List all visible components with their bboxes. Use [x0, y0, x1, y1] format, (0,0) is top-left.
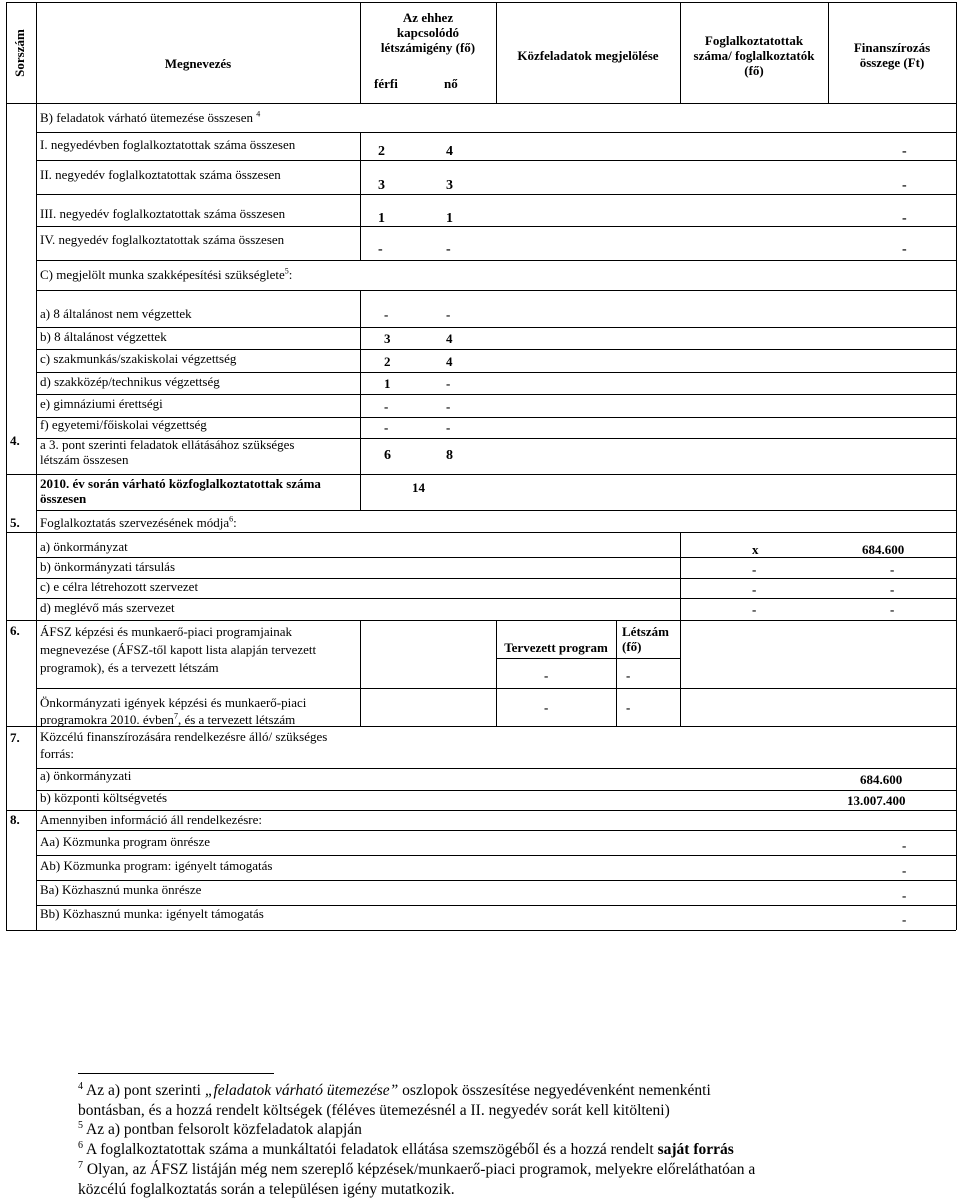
- r5-row-b-label: b) önkormányzati társulás: [40, 559, 176, 574]
- c-row-f-label: f) egyetemi/főiskolai végzettség: [40, 417, 207, 432]
- row-7-number: 7.: [10, 730, 20, 745]
- b-row-3-ferfi: 1: [378, 211, 385, 226]
- footnote-4: $^4$ Az a) pont szerinti „feladatok várható ütemezése” oszlopok összesítése negyedévenként nemenkénti: [78, 1080, 711, 1099]
- row-6-letszam: -: [626, 668, 631, 683]
- row-6-number: 6.: [10, 623, 20, 638]
- row-6-col-letszam: Létszám (fő): [622, 624, 669, 654]
- b-row-1-label: I. negyedévben foglalkoztatottak száma összesen: [40, 137, 296, 152]
- header-sorszam: Sorszám: [12, 29, 27, 77]
- c-row-c-ferfi: 2: [384, 354, 391, 369]
- row-4-total: 14: [412, 480, 425, 495]
- footnote-separator: [78, 1073, 274, 1074]
- section-c-title: C) megjelölt munka szakképesítési szükséglete$^5$:: [40, 266, 293, 282]
- r8-row-bb-amount: -: [902, 912, 907, 927]
- r8-row-ab-label: Ab) Közmunka program: igényelt támogatás: [40, 858, 273, 873]
- section-b-title: B) feladatok várható ütemezése összesen $^4$: [40, 109, 261, 125]
- c-row-d-no: -: [446, 376, 451, 391]
- b-row-4-ferfi: -: [378, 242, 383, 257]
- r5-row-b-mark: -: [752, 562, 757, 577]
- r5-row-a-amount: 684.600: [862, 542, 905, 557]
- c-row-e-ferfi: -: [384, 399, 389, 414]
- r7-row-b-label: b) központi költségvetés: [40, 790, 168, 805]
- r5-row-a-mark: x: [752, 542, 759, 557]
- r8-row-aa-amount: -: [902, 838, 907, 853]
- r8-row-aa-label: Aa) Közmunka program önrésze: [40, 834, 211, 849]
- header-foglalkoztatottak: Foglalkoztatottak száma/ foglalkoztatók (fő): [693, 33, 815, 78]
- header-kozfeladatok: Közfeladatok megjelölése: [517, 48, 659, 63]
- r7-row-a-label: a) önkormányzati: [40, 768, 132, 783]
- row-4-label: a 3. pont szerinti feladatok ellátásához szükséges létszám összesen: [40, 437, 295, 467]
- c-row-b-label: b) 8 általánost végzettek: [40, 329, 167, 344]
- footnote-5: $^5$ Az a) pontban felsorolt közfeladatok alapján: [78, 1119, 362, 1138]
- header-ferfi: férfi: [374, 76, 398, 91]
- b-row-2-no: 3: [446, 178, 453, 193]
- b-row-4-label: IV. negyedév foglalkoztatottak száma összesen: [40, 232, 285, 247]
- r5-row-d-mark: -: [752, 602, 757, 617]
- c-row-a-no: -: [446, 307, 451, 322]
- r7-row-b-amount: 13.007.400: [847, 793, 906, 808]
- c-row-c-no: 4: [446, 354, 453, 369]
- b-row-4-no: -: [446, 242, 451, 257]
- row-6-sub-letszam: -: [626, 700, 631, 715]
- row-4-total-label: 2010. év során várható közfoglalkoztatottak száma összesen: [40, 476, 321, 506]
- r8-row-ba-label: Ba) Közhasznú munka önrésze: [40, 882, 202, 897]
- row-4-number: 4.: [10, 433, 20, 448]
- b-row-3-amount: -: [902, 211, 907, 226]
- row-6-label: ÁFSZ képzési és munkaerő-piaci programjainak megnevezése (ÁFSZ-től kapott lista alapján tervezett programok), és a tervezett létszám: [40, 624, 317, 675]
- b-row-3-label: III. negyedév foglalkoztatottak száma összesen: [40, 206, 286, 221]
- row-7-label: Közcélú finanszírozására rendelkezésre álló/ szükséges forrás:: [40, 729, 328, 761]
- header-no: nő: [444, 76, 458, 91]
- row-8-title: Amennyiben információ áll rendelkezésre:: [40, 812, 262, 827]
- row-6-col-program: Tervezett program: [504, 640, 608, 655]
- c-row-f-ferfi: -: [384, 420, 389, 435]
- c-row-a-label: a) 8 általánost nem végzettek: [40, 306, 192, 321]
- r5-row-d-amount: -: [890, 602, 895, 617]
- footnote-7-line2: közcélú foglalkoztatás során a településen igény mutatkozik.: [78, 1181, 455, 1198]
- row-4-no: 8: [446, 448, 453, 463]
- b-row-2-label: II. negyedév foglalkoztatottak száma összesen: [40, 167, 281, 182]
- r5-row-d-label: d) meglévő más szervezet: [40, 600, 175, 615]
- c-row-f-no: -: [446, 420, 451, 435]
- r8-row-ba-amount: -: [902, 888, 907, 903]
- b-row-1-amount: -: [902, 144, 907, 159]
- b-row-2-ferfi: 3: [378, 178, 385, 193]
- b-row-4-amount: -: [902, 242, 907, 257]
- c-row-b-ferfi: 3: [384, 331, 391, 346]
- header-megnevezes: Megnevezés: [164, 56, 232, 71]
- r8-row-ab-amount: -: [902, 863, 907, 878]
- c-row-a-ferfi: -: [384, 307, 389, 322]
- footnote-4-line2: bontásban, és a hozzá rendelt költségek (féléves ütemezésnél a II. negyedév sorát kell kitölteni): [78, 1102, 670, 1119]
- header-kapcsolodo: Az ehhez kapcsolódó létszámigény (fő): [380, 10, 476, 55]
- r5-row-c-label: c) e célra létrehozott szervezet: [40, 579, 199, 594]
- c-row-e-label: e) gimnáziumi érettségi: [40, 396, 163, 411]
- r5-row-c-amount: -: [890, 582, 895, 597]
- header-finanszirozas: Finanszírozás összege (Ft): [853, 40, 931, 70]
- b-row-2-amount: -: [902, 178, 907, 193]
- row-5-title: Foglalkoztatás szervezésének módja$^6$:: [40, 514, 237, 530]
- c-row-c-label: c) szakmunkás/szakiskolai végzettség: [40, 351, 237, 366]
- r7-row-a-amount: 684.600: [860, 772, 903, 787]
- footnote-6: $^6$ A foglalkoztatottak száma a munkáltatói feladatok ellátása szemszögéből és a hozzá rendelt saját forrás: [78, 1139, 734, 1158]
- row-6-sub-label: Önkormányzati igények képzési és munkaerő-piaci programokra 2010. évben$^7$, és a tervezett létszám: [40, 695, 307, 727]
- row-8-number: 8.: [10, 812, 20, 827]
- footnote-7: $^7$ Olyan, az ÁFSZ listáján még nem szereplő képzések/munkaerő-piaci programok, melyekre előreláthatóan a: [78, 1159, 756, 1178]
- r5-row-c-mark: -: [752, 582, 757, 597]
- b-row-1-ferfi: 2: [378, 144, 385, 159]
- c-row-b-no: 4: [446, 331, 453, 346]
- b-row-1-no: 4: [446, 144, 453, 159]
- r5-row-b-amount: -: [890, 562, 895, 577]
- r8-row-bb-label: Bb) Közhasznú munka: igényelt támogatás: [40, 906, 264, 921]
- row-4-ferfi: 6: [384, 448, 391, 463]
- r5-row-a-label: a) önkormányzat: [40, 539, 128, 554]
- b-row-3-no: 1: [446, 211, 453, 226]
- row-6-program: -: [544, 668, 549, 683]
- row-6-sub-program: -: [544, 700, 549, 715]
- c-row-d-label: d) szakközép/technikus végzettség: [40, 374, 220, 389]
- c-row-d-ferfi: 1: [384, 376, 391, 391]
- row-5-number: 5.: [10, 515, 20, 530]
- c-row-e-no: -: [446, 399, 451, 414]
